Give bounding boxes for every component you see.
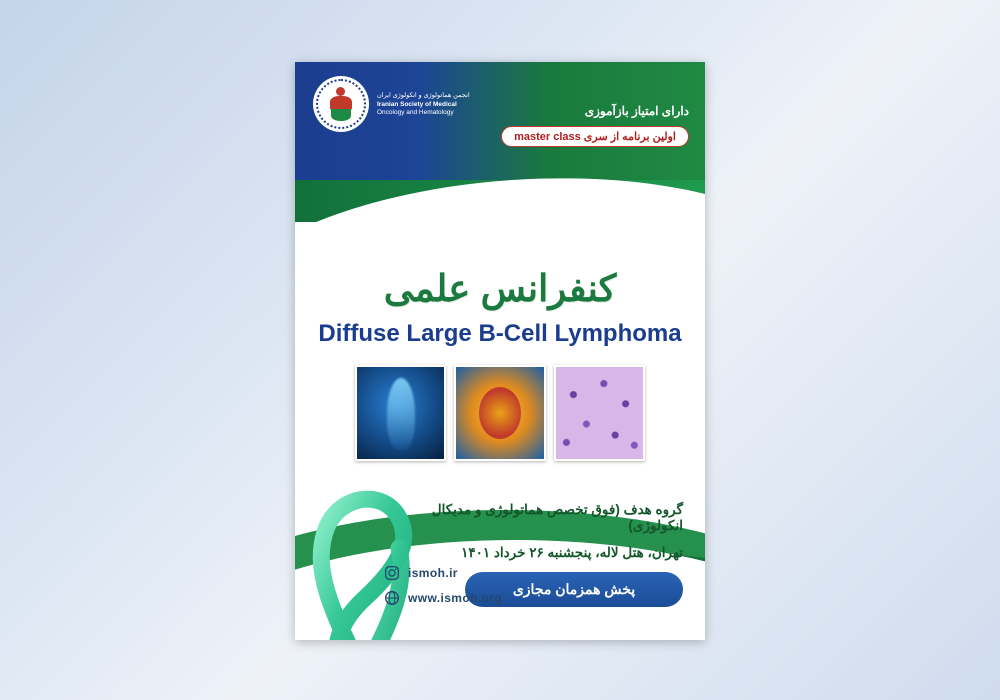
page-title-fa: کنفرانس علمی [383,268,617,309]
credit-line: دارای امتیاز بازآموزی [584,104,689,118]
target-audience-line: گروه هدف (فوق تخصص هماتولوژی و مدیکال انکولوژی) [431,502,683,533]
header-right-block [501,104,689,147]
globe-icon [383,589,400,606]
venue-date-line: تهران، هتل لاله، پنجشنبه ۲۶ خرداد ۱۴۰۱ [461,545,683,560]
human-lymphatic-illustration [355,365,446,461]
footer-contact [383,564,502,614]
instagram-icon [383,564,400,581]
poster-document [295,62,705,640]
website-url: www.ismoh.org [408,590,503,605]
logo-name-en-line2: Oncology and Hematology [377,108,454,116]
live-stream-button[interactable]: پخش همزمان مجازی [465,572,683,607]
ismoh-logo-icon [313,76,369,132]
image-strip [355,365,645,461]
instagram-handle: ismoh.ir [408,565,458,580]
society-logo [313,76,470,132]
virus-cell-illustration [454,365,545,461]
logo-name-fa: انجمن هماتولوژی و انکولوژی ایران [377,91,470,99]
logo-text-block [377,92,470,117]
website-row[interactable] [383,589,502,606]
page-title-en: Diffuse Large B-Cell Lymphoma [318,320,682,347]
logo-name-en-line1: Iranian Society of Medical [377,101,457,109]
instagram-row[interactable] [383,564,502,581]
histology-slide [554,365,645,461]
master-class-badge: اولین برنامه از سری master class [501,126,689,147]
